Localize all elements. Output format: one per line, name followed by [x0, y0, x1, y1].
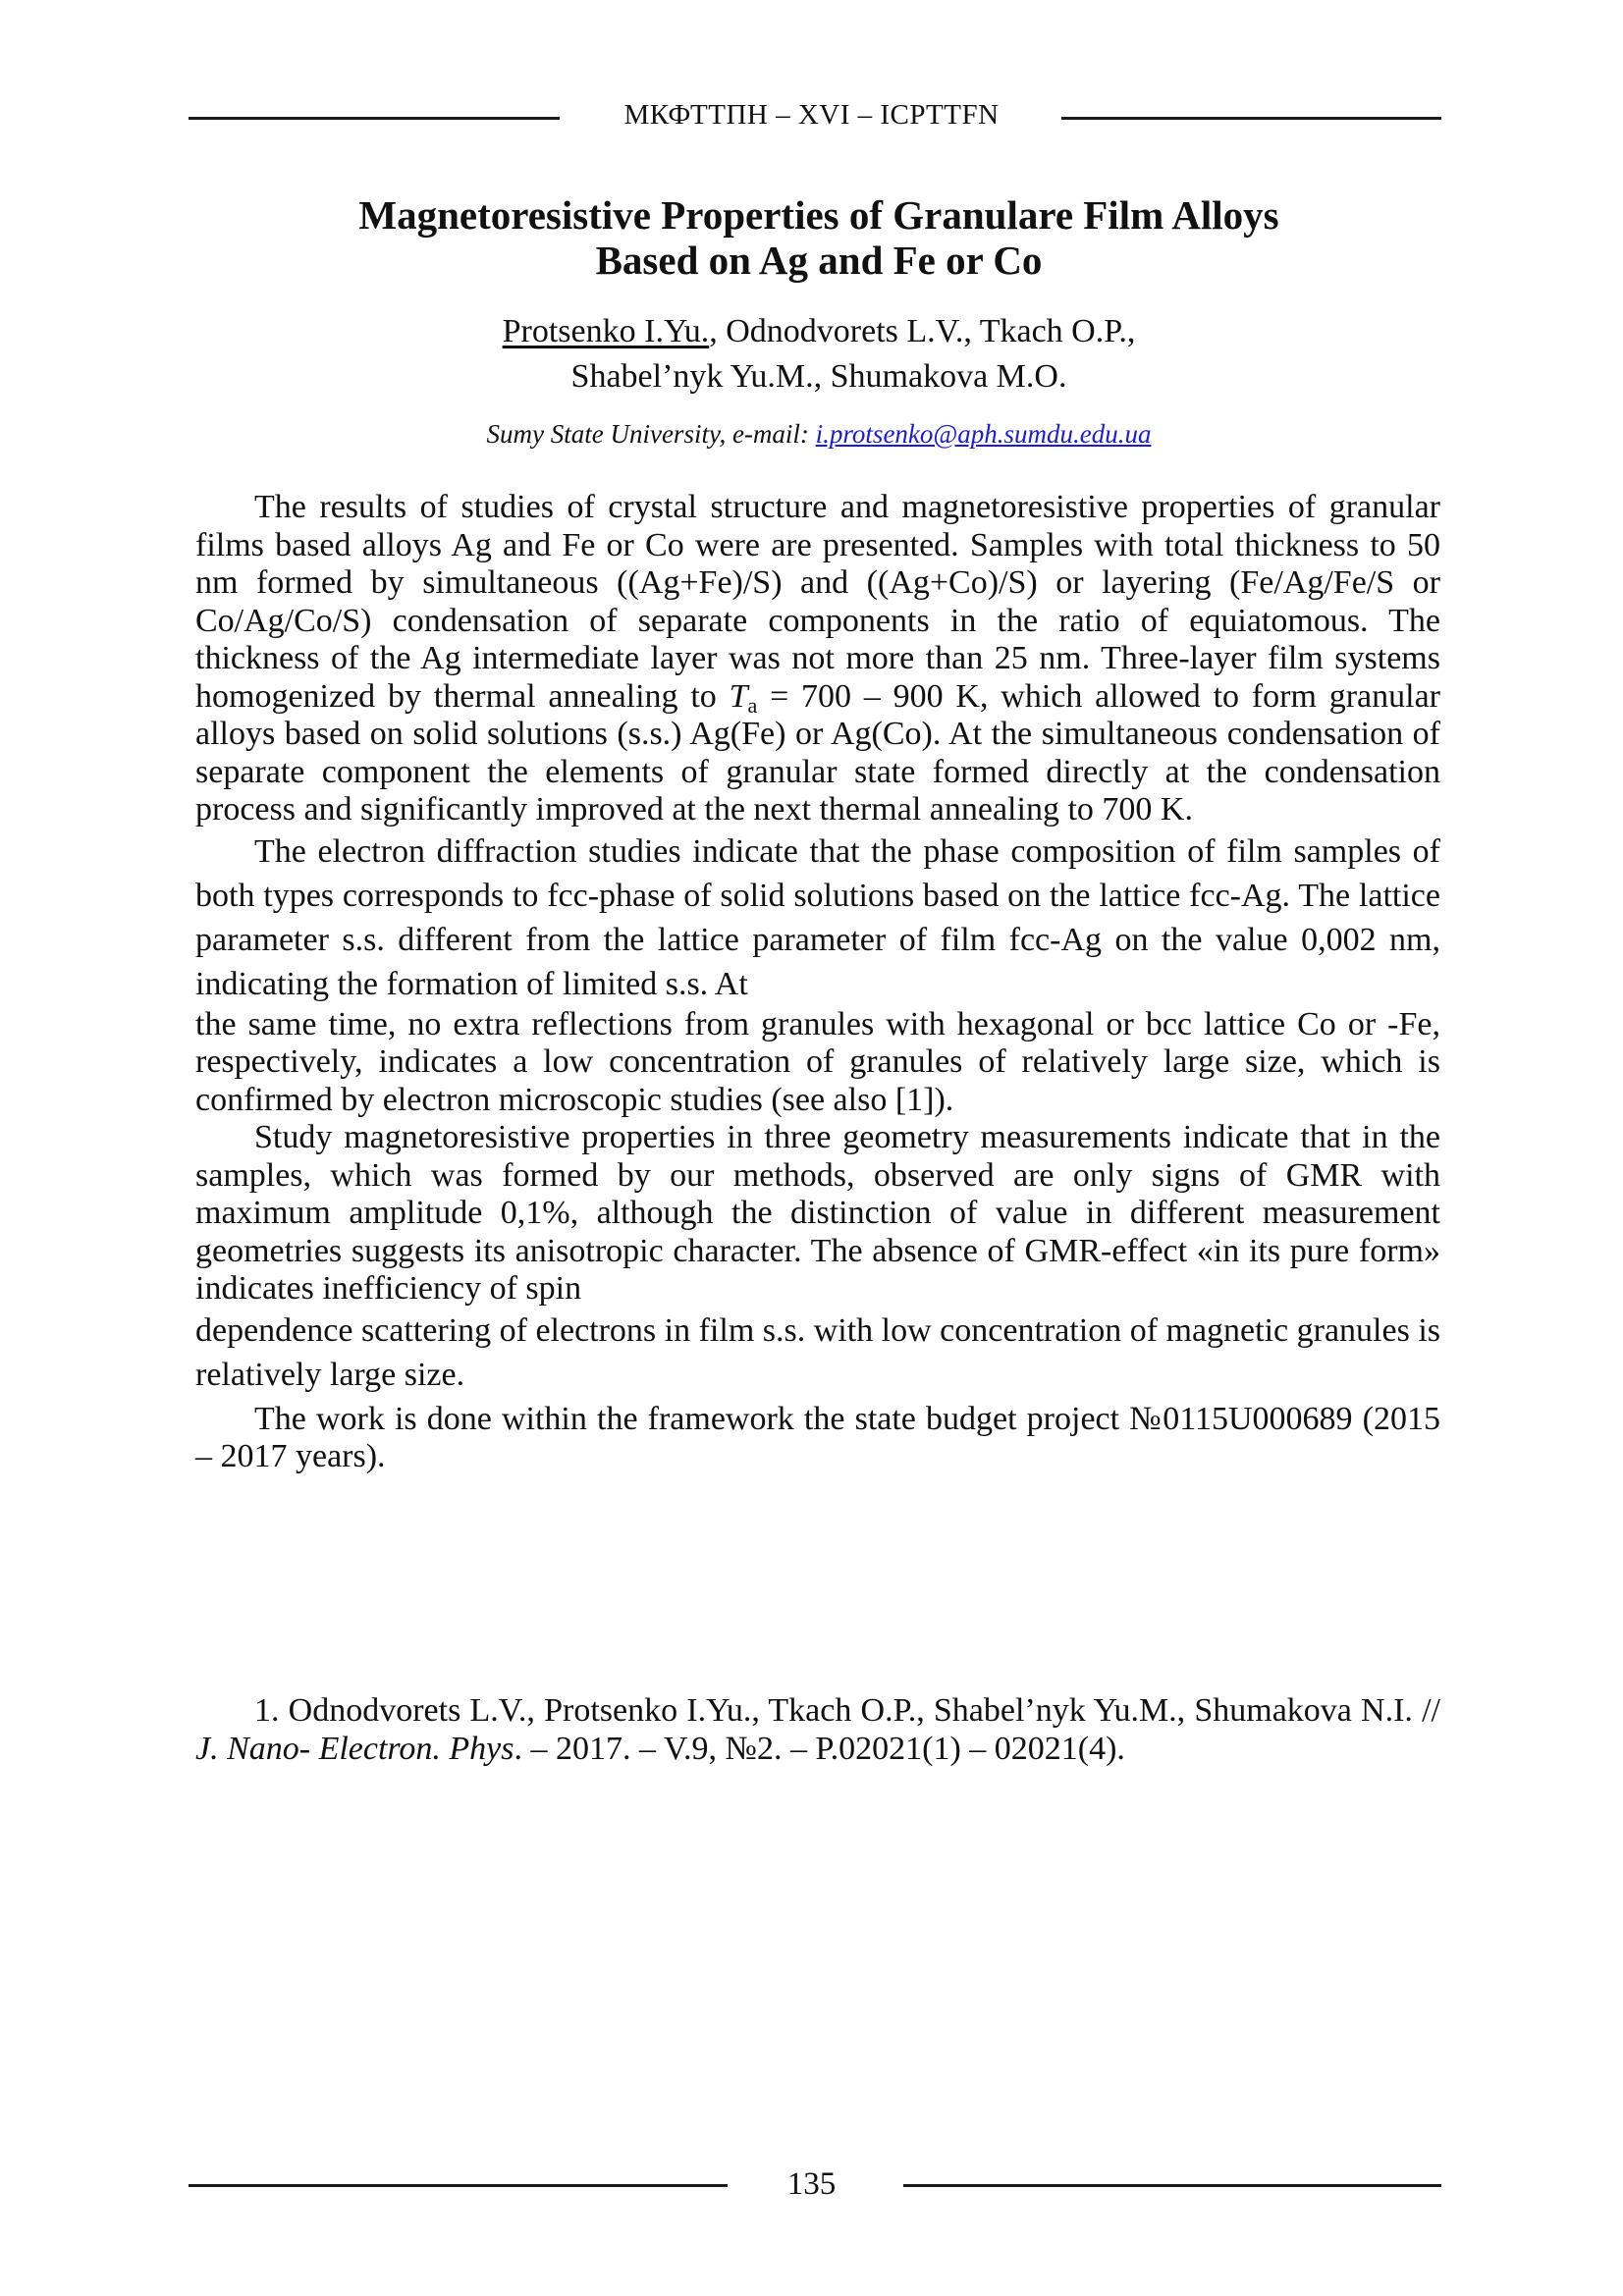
abstract-body: [195, 489, 1440, 1476]
authors-line-1-rest: , Odnodvorets L.V., Tkach O.P.,: [709, 313, 1136, 349]
institution: Sumy State University, e-mail:: [486, 419, 816, 449]
presenting-author: Protsenko I.Yu.: [502, 313, 710, 349]
paragraph-3a: Study magnetoresistive properties in three geometry measurements indicate that in the samples, which was formed by our methods, observed are only signs of GMR with maximum amplitude 0,1%, although the distinction of value in different measurement geometries suggests its anisotropic character. The absence of GMR-effect «in its pure form» indicates inefficiency of spin: [195, 1119, 1440, 1307]
reference-details: . – 2017. – V.9, №2. – P.02021(1) – 02021(4).: [514, 1730, 1125, 1767]
paragraph-1-text-a: The results of studies of crystal structure and magnetoresistive properties of granular films based alloys Ag and Fe or Co were are presented. Samples with total thickness to 50 nm formed by simultaneous ((Ag+Fe)/S) and ((Ag+Co)/S) or layering (Fe/Ag/Fe/S or Co/Ag/Co/S) condensation of separate components in the ratio of equiatomous. The thickness of the Ag intermediate layer was not more than 25 nm. Three-layer film systems homogenized by thermal annealing to: [195, 489, 1440, 715]
author-list: [196, 309, 1441, 400]
footer-rule-right: [903, 2184, 1441, 2187]
temperature-subscript: a: [747, 692, 758, 718]
authors-line-2: Shabel’nyk Yu.M., Shumakova M.O.: [570, 358, 1067, 395]
paragraph-2b: the same time, no extra reflections from granules with hexagonal or bcc lattice Co or -Fe, respectively, indicates a low concentration of granules of relatively large size, which is confirmed by electron microscopic studies (see also [1]).: [195, 1005, 1440, 1118]
paragraph-3b: dependence scattering of electrons in film s.s. with low concentration of magnetic granules is relatively large size.: [195, 1311, 1440, 1393]
title-line-1: Magnetoresistive Properties of Granulare Film Alloys: [358, 192, 1279, 238]
temperature-symbol: T: [729, 677, 748, 715]
reference-authors: 1. Odnodvorets L.V., Protsenko I.Yu., Tkach O.P., Shabel’nyk Yu.M., Shumakova N.I. //: [254, 1692, 1440, 1729]
title-line-2: Based on Ag and Fe or Co: [595, 238, 1043, 283]
affiliation: [196, 419, 1441, 450]
paragraph-1-text-b: = 700 – 900 K, which allowed to form granular alloys based on solid solutions (s.s.) Ag(Fe) or Ag(Co). At the simultaneous condensation of separate component the elements of granular state formed directly at the condensation process and significantly improved at the next thermal annealing to 700 K.: [195, 677, 1440, 828]
paragraph-2a: The electron diffraction studies indicate that the phase composition of film samples of both types corresponds to fcc-phase of solid solutions based on the lattice fcc-Ag. The lattice parameter s.s. different from the lattice parameter of film fcc-Ag on the value 0,002 nm, indicating the formation of limited s.s. At: [195, 832, 1440, 1002]
paragraph-4: The work is done within the framework the state budget project №0115U000689 (2015 – 2017 years).: [195, 1400, 1440, 1474]
authors-line-1: [196, 309, 1441, 354]
paper-title: [196, 192, 1441, 283]
reference-1: [195, 1692, 1440, 1768]
paragraph-1: [195, 489, 1440, 829]
page-number: 135: [786, 2166, 837, 2202]
email-link[interactable]: i.protsenko@aph.sumdu.edu.ua: [815, 419, 1152, 449]
reference-journal: J. Nano- Electron. Phys: [195, 1730, 514, 1767]
running-head: МКФТТПН – XVI – ICPTTFN: [623, 99, 1000, 131]
header-rule-right: [1061, 117, 1441, 120]
